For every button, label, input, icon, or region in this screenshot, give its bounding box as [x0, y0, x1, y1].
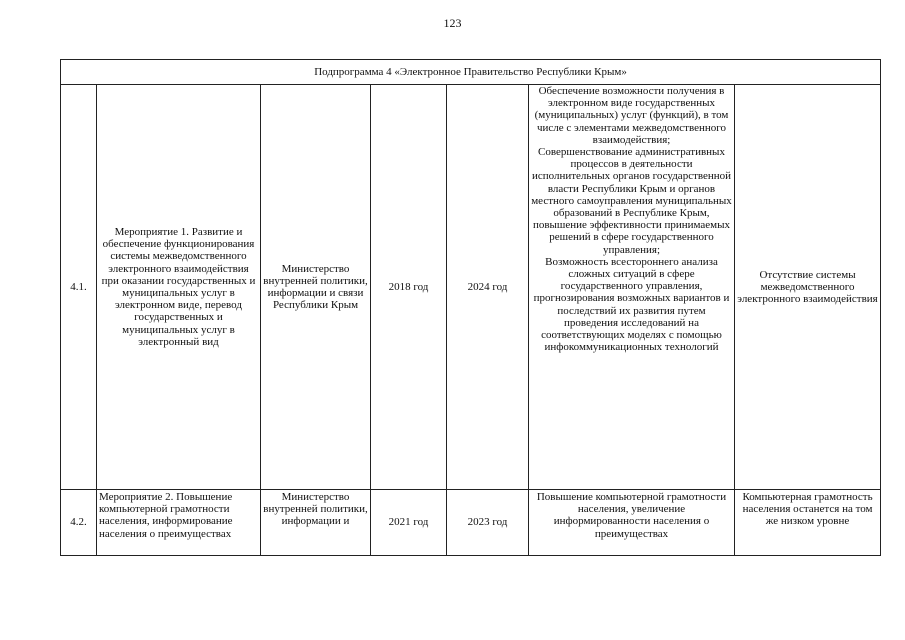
start-year-cell: 2021 год [371, 490, 447, 556]
result-paragraph: Возможность всестороннего анализа сложных ситуаций в сфере государственного управления, прогнозирования возможных вариантов и последствий их развития путем проведения исследований на соответствующих моделях с помощью инфокоммуникационных технологий [533, 255, 730, 354]
row-number: 4.2. [61, 490, 97, 556]
consequences-cell: Компьютерная грамотность населения останется на том же низком уровне [735, 490, 881, 556]
expected-results-cell [529, 85, 735, 490]
table-row [61, 490, 881, 556]
program-table [60, 59, 881, 556]
expected-results-cell: Повышение компьютерной грамотности населения, увеличение информированности населения о преимуществах [529, 490, 735, 556]
start-year-cell: 2018 год [371, 85, 447, 490]
table-row [61, 85, 881, 490]
page-number: 123 [443, 16, 462, 30]
subprogram-title: Подпрограмма 4 «Электронное Правительство Республики Крым» [61, 60, 881, 85]
activity-cell: Мероприятие 2. Повышение компьютерной грамотности населения, информирование населения о преимуществах [97, 490, 261, 556]
activity-cell: Мероприятие 1. Развитие и обеспечение функционирования системы межведомственного электронного взаимодействия при оказании государственных и муниципальных услуг в электронном виде, перевод государственных и муниципальных услуг в электронный вид [97, 85, 261, 490]
subprogram-header-row [61, 60, 881, 85]
executor-cell: Министерство внутренней политики, информации и [261, 490, 371, 556]
result-paragraph: Совершенствование административных процессов в деятельности исполнительных органов государственной власти Республики Крым и органов местного самоуправления муниципальных образований в Республике Крым, повышение эффективности принимаемых решений в сфере государственного управления; [531, 146, 732, 256]
executor-cell: Министерство внутренней политики, информации и связи Республики Крым [261, 85, 371, 490]
row-number: 4.1. [61, 85, 97, 490]
result-paragraph: Обеспечение возможности получения в электронном виде государственных (муниципальных) услуг (функций), в том числе с элементами межведомственного взаимодействия; [534, 85, 729, 146]
end-year-cell: 2024 год [447, 85, 529, 490]
end-year-cell: 2023 год [447, 490, 529, 556]
consequences-cell: Отсутствие системы межведомственного электронного взаимодействия [735, 85, 881, 490]
